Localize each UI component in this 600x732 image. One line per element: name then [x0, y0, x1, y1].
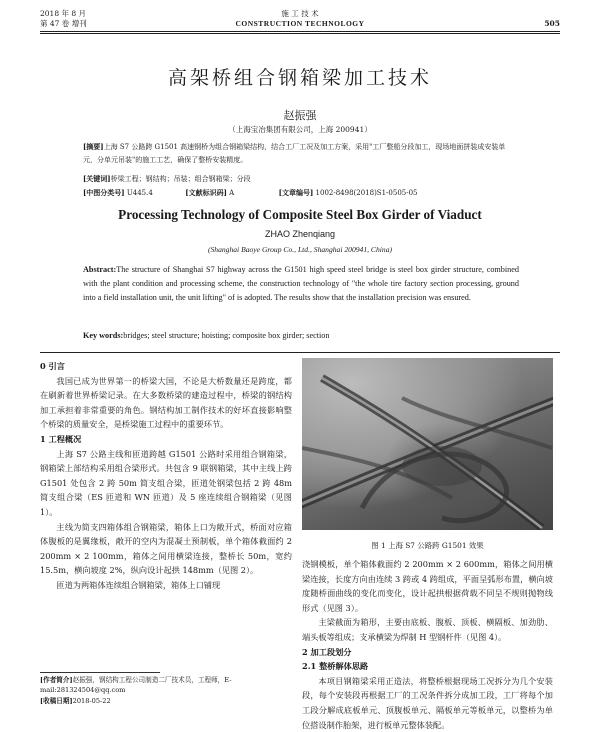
- article-no-label: [文章编号]: [278, 188, 314, 197]
- doc-code-value: A: [229, 189, 235, 197]
- keywords-cn-label: [关键词]: [83, 174, 111, 183]
- footnote-received: [40, 697, 292, 707]
- abstract-en-label: Abstract:: [83, 265, 117, 274]
- author-en: ZHAO Zhenqiang: [264, 229, 336, 239]
- section-1-title: 1 工程概况: [40, 433, 82, 444]
- footnote-rule: [40, 672, 160, 673]
- interchange-illustration: [302, 358, 553, 530]
- section-0-title: 0 引言: [40, 361, 65, 371]
- abstract-en: [83, 263, 519, 306]
- section-1-paragraph-3: 匝道为两箱体连续组合钢箱梁，箱体上口铺现: [56, 579, 221, 590]
- author-cn: 赵振强: [283, 109, 317, 122]
- figure-1-photo: [302, 358, 553, 530]
- header-rule: [40, 31, 560, 32]
- page-number: 505: [544, 19, 560, 28]
- abstract-cn-text: 上海 S7 公路跨 G1501 高速钢桥为组合钢箱梁结构，结合工厂工况及加工方案，采用"工厂整船分段加工，现场地面拼装成安装单元，分单元吊装"的施工工艺，确保了整桥安装精度。: [83, 143, 506, 165]
- section-1-paragraph-2: 主线为简支四箱体组合钢箱梁，箱体上口为敞开式，桥面对应箱体腹板的是翼缘板，敞开的空内为混凝土预制板，单个箱体截面约 2 200mm × 2 100mm，箱体之间用横梁连接，整桥长 50m，宽约 15.5m，横向坡度 2%，纵向设计起拱 148mm（见图 2）。: [40, 521, 292, 576]
- affiliation-cn: （上海宝冶集团有限公司，上海 200941）: [228, 125, 372, 134]
- keywords-cn: [83, 172, 519, 186]
- right-paragraph-1: 浇钢模板，单个箱体截面约 2 200mm × 2 600mm，箱体之间用横梁连接，长度方向由连续 3 跨或 4 跨组成，平面呈弧形布置，横向坡度随桥面曲线的变化而变化，设计起拱根据荷载不同呈不规则抛物线形式（见图 3）。: [302, 559, 553, 613]
- right-paragraph-3: 本项目钢箱梁采用正造法，将整桥根据现场工况拆分为几个安装段，每个安装段再根据工厂的工况条件拆分成加工段，工厂将每个加工段分解成底板单元、顶腹板单元、隔板单元等板单元，以整桥为单位搭设制作胎架，进行板单元整体装配。: [302, 675, 553, 730]
- keywords-en: [83, 330, 519, 342]
- abstract-cn: [83, 140, 519, 167]
- issue-volume: 第 47 卷 增刊: [40, 19, 87, 28]
- keywords-cn-text: 桥梁工程；钢结构；吊装；组合钢箱梁；分段: [110, 175, 251, 183]
- abstract-cn-label: [摘要]: [83, 142, 104, 151]
- section-2-title: 2 加工段划分: [302, 646, 352, 657]
- figure-1-caption: 图 1 上海 S7 公路跨 G1501 效果: [371, 541, 484, 550]
- paper-title-cn: 高架桥组合钢箱梁加工技术: [167, 67, 432, 89]
- section-2-1-title: 2.1 整桥解体思路: [302, 661, 369, 672]
- header-rule-thin: [40, 33, 560, 34]
- doc-code-label: [文献标识码]: [185, 188, 227, 197]
- section-1-paragraph-1: 上海 S7 公路主线和匝道跨越 G1501 公路时采用组合钢箱梁，钢箱梁上部结构采用组合梁形式。共包含 9 联钢箱梁，其中主线上跨 G1501 处包含 2 跨 50m 简支组合梁，匝道处钢梁包括 2 跨 48m 简支组合梁（ES 匝道和 WN 匝道）及 5 座连续组合钢箱梁（见图 1）。: [40, 448, 292, 517]
- clc-value: U445.4: [126, 189, 153, 197]
- footnote-received-text: 2018-05-22: [72, 697, 111, 705]
- footnote-author: [40, 676, 292, 696]
- abstract-en-text: The structure of Shanghai S7 highway across the G1501 high speed steel bridge is steel box girder structure, combined with the plant condition and processing scheme, the construction technology of "the whole tire factory section processing, ground into a field installation unit, the unit lifting" of is adopted. The results show that the installation precision was ensured.: [83, 265, 519, 303]
- right-column: [302, 557, 553, 732]
- affiliation-en: (Shanghai Baoye Group Co., Ltd., Shanghai 200941, China): [207, 245, 393, 254]
- footnote-received-label: [收稿日期]: [40, 697, 73, 705]
- footnote-author-label: [作者简介]: [40, 676, 73, 684]
- keywords-en-label: Key words:: [83, 331, 124, 340]
- classification-row: [83, 186, 519, 200]
- article-no-value: 1002-8498(2018)S1-0505-05: [315, 189, 418, 197]
- abstract-rule: [40, 352, 560, 353]
- journal-name-cn: 施 工 技 术: [281, 9, 319, 18]
- paper-title-en: Processing Technology of Composite Steel Box Girder of Viaduct: [118, 207, 482, 222]
- right-paragraph-2: 主梁截面为箱形，主要由底板、腹板、顶板、横隔板、加劲肋、端头板等组成；支承横梁为焊制 H 型钢杆件（见图 4）。: [302, 617, 553, 642]
- footnote-author-text: 赵振强，钢结构工程公司制造二厂技术员，工程师，E-mail:281324504@qq.com: [40, 676, 232, 694]
- keywords-en-text: bridges; steel structure; hoisting; composite box girder; section: [123, 331, 330, 340]
- journal-name-en: CONSTRUCTION TECHNOLOGY: [235, 19, 365, 28]
- issue-date: 2018 年 8 月: [40, 9, 87, 18]
- section-0-paragraph: 我国已成为世界第一的桥梁大国，不论是大桥数量还是跨度，都在刷新着世界桥梁记录。在大多数桥梁的建造过程中，桥梁的钢结构加工承担着非常重要的角色。钢结构加工制作技术的好坏直接影响整个桥梁的质量安全，是桥梁施工过程中的重要环节。: [40, 375, 292, 430]
- clc-label: [中图分类号]: [83, 188, 125, 197]
- left-column: [40, 359, 292, 593]
